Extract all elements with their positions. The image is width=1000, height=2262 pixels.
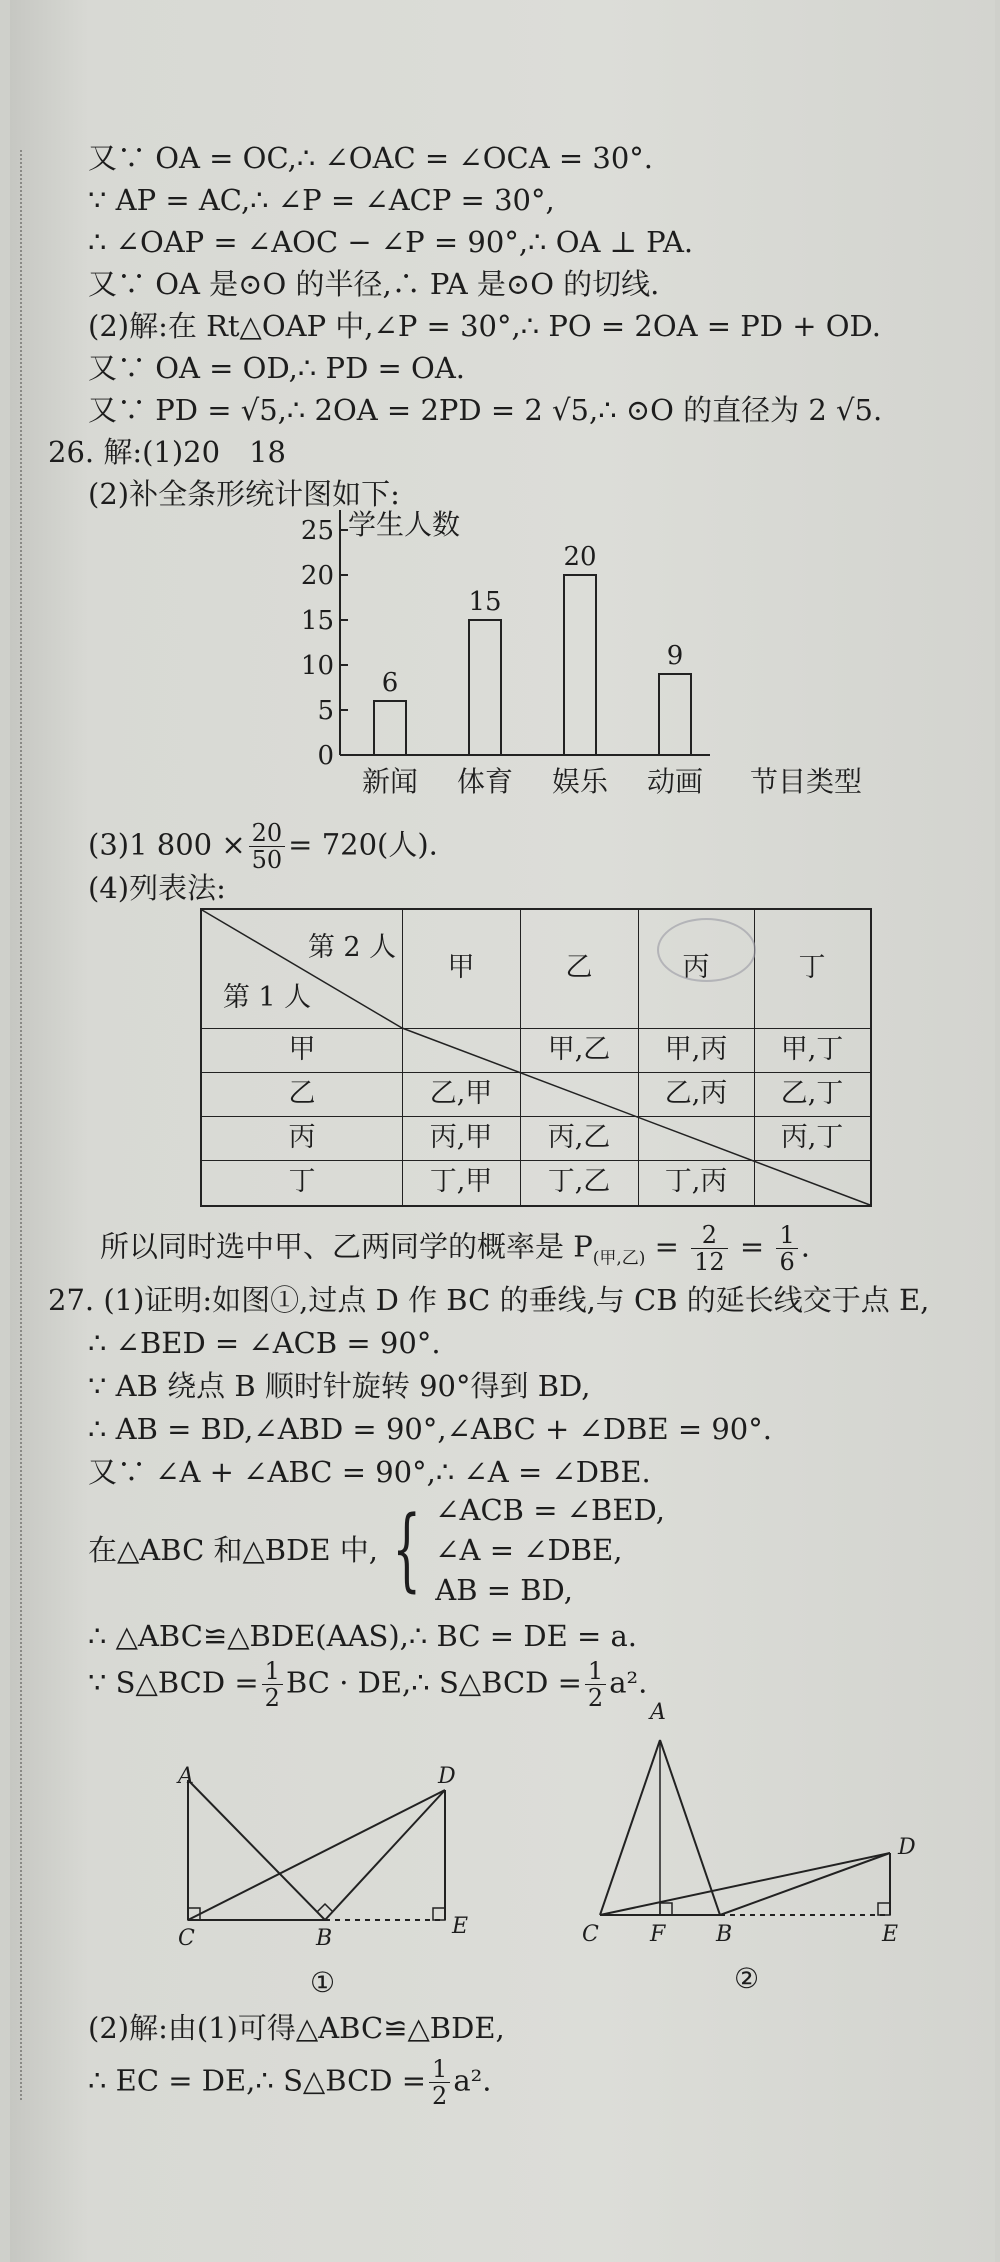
condition: ∠ACB = ∠BED, <box>435 1493 665 1527</box>
text-line: (2)解:由(1)可得△ABC≌△BDE, <box>88 2011 505 2045</box>
numerator: 1 <box>585 1658 606 1685</box>
question-27-heading: 27. (1)证明:如图①,过点 D 作 BC 的垂线,与 CB 的延长线交于点 E, <box>48 1283 930 1317</box>
text-line: ∴ ∠OAP = ∠AOC − ∠P = 90°,∴ OA ⊥ PA. <box>88 225 694 259</box>
col-header: 丁 <box>798 952 826 983</box>
point-label: E <box>882 1922 899 1947</box>
text: ∴ EC = DE,∴ S△BCD = <box>88 2063 427 2098</box>
table-rule <box>202 1028 870 1029</box>
text-line: 又∵ PD = √5,∴ 2OA = 2PD = 2 √5,∴ ⊙O 的直径为 2 √5. <box>88 393 883 427</box>
denominator: 12 <box>694 1248 725 1276</box>
bar <box>469 620 501 755</box>
y-tick-label: 10 <box>300 651 334 681</box>
table-cell: 丙,甲 <box>429 1122 493 1153</box>
table-corner-bottom: 第 1 人 <box>222 982 312 1013</box>
denominator: 2 <box>264 1684 280 1712</box>
area-line <box>88 2056 491 2109</box>
col-header: 丙 <box>682 952 710 983</box>
condition: ∠A = ∠DBE, <box>435 1533 623 1567</box>
table-cell: 甲,丙 <box>664 1034 728 1065</box>
text: a². <box>609 1665 648 1700</box>
col-header: 甲 <box>447 952 475 983</box>
text-line: ∵ AB 绕点 B 顺时针旋转 90°得到 BD, <box>88 1369 591 1403</box>
y-tick-label: 15 <box>300 606 334 636</box>
row-header: 丁 <box>288 1166 316 1197</box>
conditions <box>435 1490 665 1610</box>
conclusion-line: 所以同时选中甲、乙两同学的概率是 $P_{(甲,乙)}$ = $\frac{2}{12}$ = $\frac{1}{6}$ . <box>100 1221 810 1276</box>
brace: { <box>392 1497 421 1602</box>
point-label: B <box>716 1922 733 1947</box>
answer-page <box>10 0 995 2262</box>
category-label: 体育 <box>456 765 514 798</box>
bar-data-label: 9 <box>666 641 684 671</box>
bar-data-label: 20 <box>563 542 597 572</box>
numerator: 1 <box>262 1658 283 1685</box>
text-line: 又∵ OA = OC,∴ ∠OAC = ∠OCA = 30°. <box>88 141 653 175</box>
point-label: F <box>650 1922 666 1947</box>
table-cell: 丁,甲 <box>429 1166 493 1197</box>
table-cell: 甲,乙 <box>547 1034 611 1065</box>
text-line: (4)列表法: <box>88 871 226 905</box>
table-cell: 丁,乙 <box>547 1166 611 1197</box>
stamp-mark <box>657 918 756 982</box>
text: BC · DE,∴ S△BCD = <box>285 1665 582 1700</box>
table-corner-top: 第 2 人 <box>307 932 397 963</box>
equals: = <box>654 1229 679 1264</box>
category-label: 娱乐 <box>551 765 609 798</box>
category-label: 新闻 <box>361 765 419 798</box>
bar <box>564 575 596 755</box>
point-label: D <box>438 1764 456 1789</box>
table-cell: 丁,丙 <box>664 1166 728 1197</box>
figure-2-label: ② <box>734 1962 760 1995</box>
point-label: A <box>178 1764 194 1789</box>
text-line: 又∵ OA = OD,∴ PD = OA. <box>88 351 465 385</box>
denominator: 2 <box>587 1684 604 1712</box>
table-rule <box>202 1160 870 1161</box>
denominator: 2 <box>432 2082 448 2110</box>
calc-result: = 720(人). <box>288 827 438 862</box>
numerator: 2 <box>691 1222 728 1249</box>
col-header: 乙 <box>565 952 593 983</box>
text: ∵ S△BCD = <box>88 1665 259 1700</box>
y-tick-label: 25 <box>300 516 334 546</box>
category-label: 动画 <box>646 765 704 798</box>
table-cell: 乙,丙 <box>664 1078 728 1109</box>
text: a². <box>453 2063 492 2098</box>
point-label: C <box>582 1922 599 1947</box>
congruence-system <box>88 1490 665 1610</box>
row-header: 甲 <box>288 1034 316 1065</box>
denominator: 50 <box>251 846 283 874</box>
text-line: ∴ ∠BED = ∠ACB = 90°. <box>88 1326 441 1360</box>
point-label: A <box>650 1700 666 1725</box>
margin-fold-line <box>20 150 22 2100</box>
figure-1-label: ① <box>310 1966 336 1999</box>
point-label: E <box>452 1914 469 1939</box>
y-axis-label: 学生人数 <box>348 508 461 541</box>
fraction <box>776 1222 797 1275</box>
text-line: (2)补全条形统计图如下: <box>88 477 400 511</box>
table-rule <box>202 1116 870 1117</box>
point-label: C <box>178 1926 195 1951</box>
text-line: ∴ △ABC≌△BDE(AAS),∴ BC = DE = a. <box>88 1619 637 1653</box>
probability-table <box>200 908 872 1207</box>
table-rule <box>202 1072 870 1073</box>
text-line: (2)解:在 Rt△OAP 中,∠P = 30°,∴ PO = 2OA = PD + OD. <box>88 309 881 343</box>
y-tick-label: 5 <box>317 696 334 726</box>
numerator: 1 <box>429 2056 450 2083</box>
conclusion-text: 所以同时选中甲、乙两同学的概率是 P <box>100 1229 593 1264</box>
calc-prefix: (3)1 800 × <box>88 827 246 862</box>
figure-2 <box>590 1710 930 1940</box>
subscript: (甲,乙) <box>592 1248 646 1269</box>
numerator: 20 <box>249 820 286 847</box>
fraction <box>262 1658 283 1711</box>
y-tick-label: 20 <box>300 561 334 591</box>
bar-data-label: 15 <box>468 587 502 617</box>
bar <box>374 701 406 755</box>
table-cell: 丙,乙 <box>547 1122 611 1153</box>
equals: = <box>739 1229 765 1264</box>
question-26-heading: 26. 解:(1)20 18 <box>48 435 286 469</box>
row-header: 乙 <box>288 1078 316 1109</box>
bar-data-label: 6 <box>381 668 399 698</box>
condition: AB = BD, <box>435 1573 573 1607</box>
text-line: 又∵ OA 是⊙O 的半径,∴ PA 是⊙O 的切线. <box>88 267 660 301</box>
point-label: D <box>898 1835 916 1860</box>
table-cell: 乙,甲 <box>429 1078 493 1109</box>
text-line: 又∵ ∠A + ∠ABC = 90°,∴ ∠A = ∠DBE. <box>88 1455 651 1489</box>
text-line: ∵ AP = AC,∴ ∠P = ∠ACP = 30°, <box>88 183 555 217</box>
text: 在△ABC 和△BDE 中, <box>88 1533 378 1567</box>
row-header: 丙 <box>288 1122 316 1153</box>
bar <box>659 674 691 755</box>
y-tick-label: 0 <box>317 741 334 771</box>
table-cell: 乙,丁 <box>780 1078 844 1109</box>
table-cell: 甲,丁 <box>780 1034 844 1065</box>
part-3-line <box>88 820 438 873</box>
point-label: B <box>316 1926 333 1951</box>
numerator: 1 <box>776 1222 797 1249</box>
text-line: ∴ AB = BD,∠ABD = 90°,∠ABC + ∠DBE = 90°. <box>88 1412 772 1446</box>
area-line <box>88 1658 647 1711</box>
fraction <box>429 2056 450 2109</box>
bar-chart <box>300 500 863 810</box>
fraction <box>585 1658 606 1711</box>
x-axis-label: 节目类型 <box>750 765 863 798</box>
fraction <box>691 1222 728 1275</box>
denominator: 6 <box>779 1248 795 1276</box>
fraction <box>249 820 286 873</box>
table-cell: 丙,丁 <box>780 1122 844 1153</box>
